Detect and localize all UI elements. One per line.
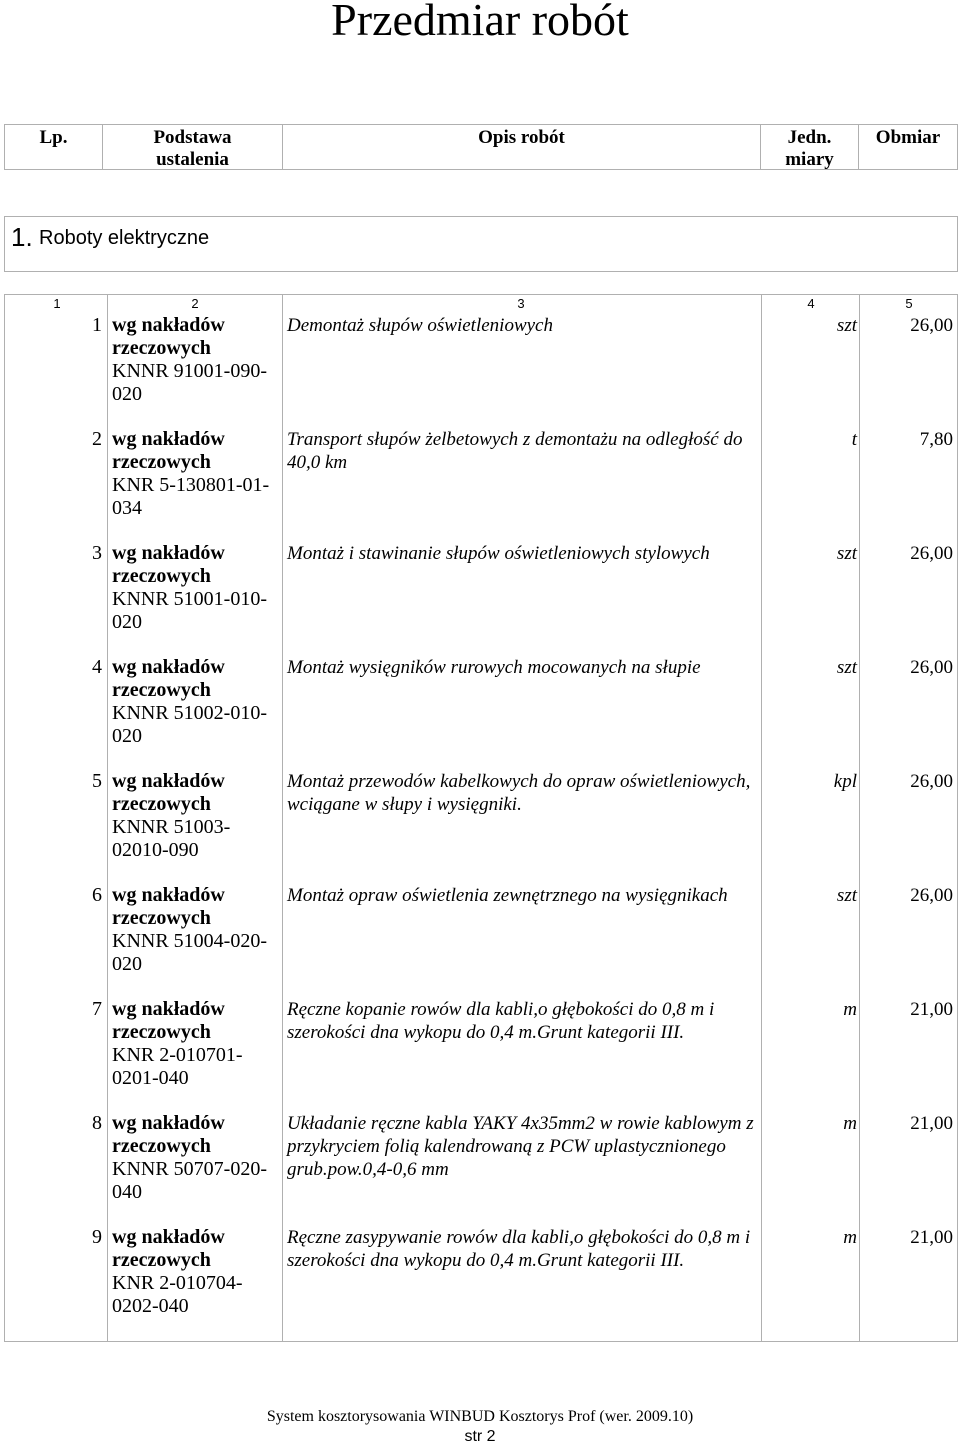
basis-type: wg nakładów (112, 1112, 225, 1134)
basis-code: KNNR 51002-010- (112, 702, 267, 724)
table-row (5, 1226, 957, 1340)
row-unit: szt (836, 543, 857, 564)
row-basis (112, 428, 277, 520)
row-description: Ręczne kopanie rowów dla kabli,o głębokości do 0,8 m i szerokości dna wykopu do 0,4 m.Grunt kategorii III. (287, 999, 715, 1043)
header-description-label: Opis robót (478, 127, 565, 148)
row-quantity: 26,00 (910, 315, 953, 336)
basis-code: KNNR 51001-010- (112, 588, 267, 610)
section-name: Roboty elektryczne (39, 227, 210, 249)
basis-type: wg nakładów (112, 770, 225, 792)
header-basis-line2: ustalenia (156, 149, 229, 170)
table-row (5, 656, 957, 770)
row-basis (112, 770, 277, 862)
column-number-2: 2 (191, 296, 199, 311)
basis-code: KNR 5-130801-01- (112, 474, 270, 496)
row-quantity: 26,00 (910, 543, 953, 564)
basis-type: wg nakładów (112, 542, 225, 564)
row-quantity: 21,00 (910, 1227, 953, 1248)
header-basis (103, 125, 283, 169)
estimate-table (4, 294, 958, 1342)
section-heading (4, 216, 958, 272)
row-quantity: 7,80 (919, 429, 953, 450)
row-basis (112, 542, 277, 634)
basis-code: KNNR 51003- (112, 816, 231, 838)
section-number: 1. (11, 222, 33, 252)
table-row (5, 542, 957, 656)
basis-code-cont: 02010-090 (112, 839, 199, 861)
basis-code-cont: 034 (112, 497, 142, 519)
row-unit: szt (836, 657, 857, 678)
row-quantity: 26,00 (910, 771, 953, 792)
basis-code: KNNR 51004-020- (112, 930, 267, 952)
column-number-5: 5 (905, 296, 913, 311)
row-quantity: 21,00 (910, 1113, 953, 1134)
basis-type-cont: rzeczowych (112, 1135, 211, 1157)
header-unit-line1: Jedn. (787, 127, 832, 148)
header-lp-label: Lp. (39, 127, 68, 148)
basis-type-cont: rzeczowych (112, 1021, 211, 1043)
basis-code-cont: 0202-040 (112, 1295, 189, 1317)
table-row (5, 884, 957, 998)
page-footer (0, 1407, 960, 1447)
basis-code: KNR 2-010701- (112, 1044, 243, 1066)
row-lp: 3 (92, 542, 102, 564)
table-row (5, 428, 957, 542)
basis-type-cont: rzeczowych (112, 565, 211, 587)
header-unit-line2: miary (785, 149, 834, 170)
row-unit: m (843, 1113, 857, 1134)
basis-code-cont: 020 (112, 953, 142, 975)
basis-type-cont: rzeczowych (112, 793, 211, 815)
basis-type-cont: rzeczowych (112, 1249, 211, 1271)
row-quantity: 26,00 (910, 885, 953, 906)
footer-page-number: str 2 (464, 1428, 496, 1445)
basis-type-cont: rzeczowych (112, 907, 211, 929)
basis-code-cont: 020 (112, 725, 142, 747)
row-lp: 7 (92, 998, 102, 1020)
basis-code-cont: 020 (112, 611, 142, 633)
row-lp: 1 (92, 314, 102, 336)
basis-type: wg nakładów (112, 428, 225, 450)
basis-type: wg nakładów (112, 314, 225, 336)
row-unit: szt (836, 885, 857, 906)
table-row (5, 998, 957, 1112)
header-unit (761, 125, 859, 169)
footer-software: System kosztorysowania WINBUD Kosztorys Prof (wer. 2009.10) (266, 1408, 694, 1425)
row-unit: kpl (833, 771, 857, 792)
column-number-1: 1 (53, 296, 61, 311)
row-lp: 8 (92, 1112, 102, 1134)
row-basis (112, 998, 277, 1090)
row-unit: m (843, 999, 857, 1020)
header-lp (5, 125, 103, 169)
row-basis (112, 656, 277, 748)
row-lp: 6 (92, 884, 102, 906)
page-title: Przedmiar robót (331, 0, 629, 45)
row-lp: 2 (92, 428, 102, 450)
header-quantity-label: Obmiar (875, 127, 941, 148)
basis-type-cont: rzeczowych (112, 679, 211, 701)
row-quantity: 21,00 (910, 999, 953, 1020)
header-quantity (859, 125, 957, 169)
header-basis-line1: Podstawa (153, 127, 232, 148)
basis-type: wg nakładów (112, 1226, 225, 1248)
row-basis (112, 1226, 277, 1318)
row-description: Montaż opraw oświetlenia zewnętrznego na wysięgnikach (287, 885, 728, 906)
basis-type-cont: rzeczowych (112, 451, 211, 473)
column-header-table (4, 124, 958, 170)
basis-type: wg nakładów (112, 998, 225, 1020)
row-basis (112, 1112, 277, 1204)
row-unit: t (851, 429, 857, 450)
row-description: Montaż wysięgników rurowych mocowanych na słupie (287, 657, 701, 678)
basis-type: wg nakładów (112, 884, 225, 906)
row-unit: szt (836, 315, 857, 336)
header-description (283, 125, 761, 169)
row-lp: 9 (92, 1226, 102, 1248)
table-row (5, 770, 957, 884)
row-description: Montaż i stawinanie słupów oświetleniowych stylowych (287, 543, 710, 564)
basis-code: KNNR 91001-090- (112, 360, 267, 382)
basis-code: KNNR 50707-020- (112, 1158, 267, 1180)
row-lp: 5 (92, 770, 102, 792)
basis-code: KNR 2-010704- (112, 1272, 243, 1294)
table-row (5, 1112, 957, 1226)
basis-type: wg nakładów (112, 656, 225, 678)
row-description: Ręczne zasypywanie rowów dla kabli,o głębokości do 0,8 m i szerokości dna wykopu do 0,4 m.Grunt kategorii III. (287, 1227, 751, 1271)
row-lp: 4 (92, 656, 102, 678)
row-unit: m (843, 1227, 857, 1248)
basis-code-cont: 040 (112, 1181, 142, 1203)
row-basis (112, 884, 277, 976)
row-description: Układanie ręczne kabla YAKY 4x35mm2 w rowie kablowym z przykryciem folią kalendrowaną z PCW uplastycznionego grub.pow.0,4-0,6 mm (287, 1113, 754, 1180)
basis-code-cont: 020 (112, 383, 142, 405)
basis-type-cont: rzeczowych (112, 337, 211, 359)
row-basis (112, 314, 277, 406)
table-row (5, 314, 957, 428)
basis-code-cont: 0201-040 (112, 1067, 189, 1089)
row-quantity: 26,00 (910, 657, 953, 678)
column-number-4: 4 (807, 296, 815, 311)
row-description: Montaż przewodów kabelkowych do opraw oświetleniowych, wciągane w słupy i wysięgniki. (287, 771, 751, 815)
column-number-3: 3 (517, 296, 525, 311)
row-description: Transport słupów żelbetowych z demontażu na odległość do 40,0 km (287, 429, 743, 473)
row-description: Demontaż słupów oświetleniowych (287, 315, 553, 336)
